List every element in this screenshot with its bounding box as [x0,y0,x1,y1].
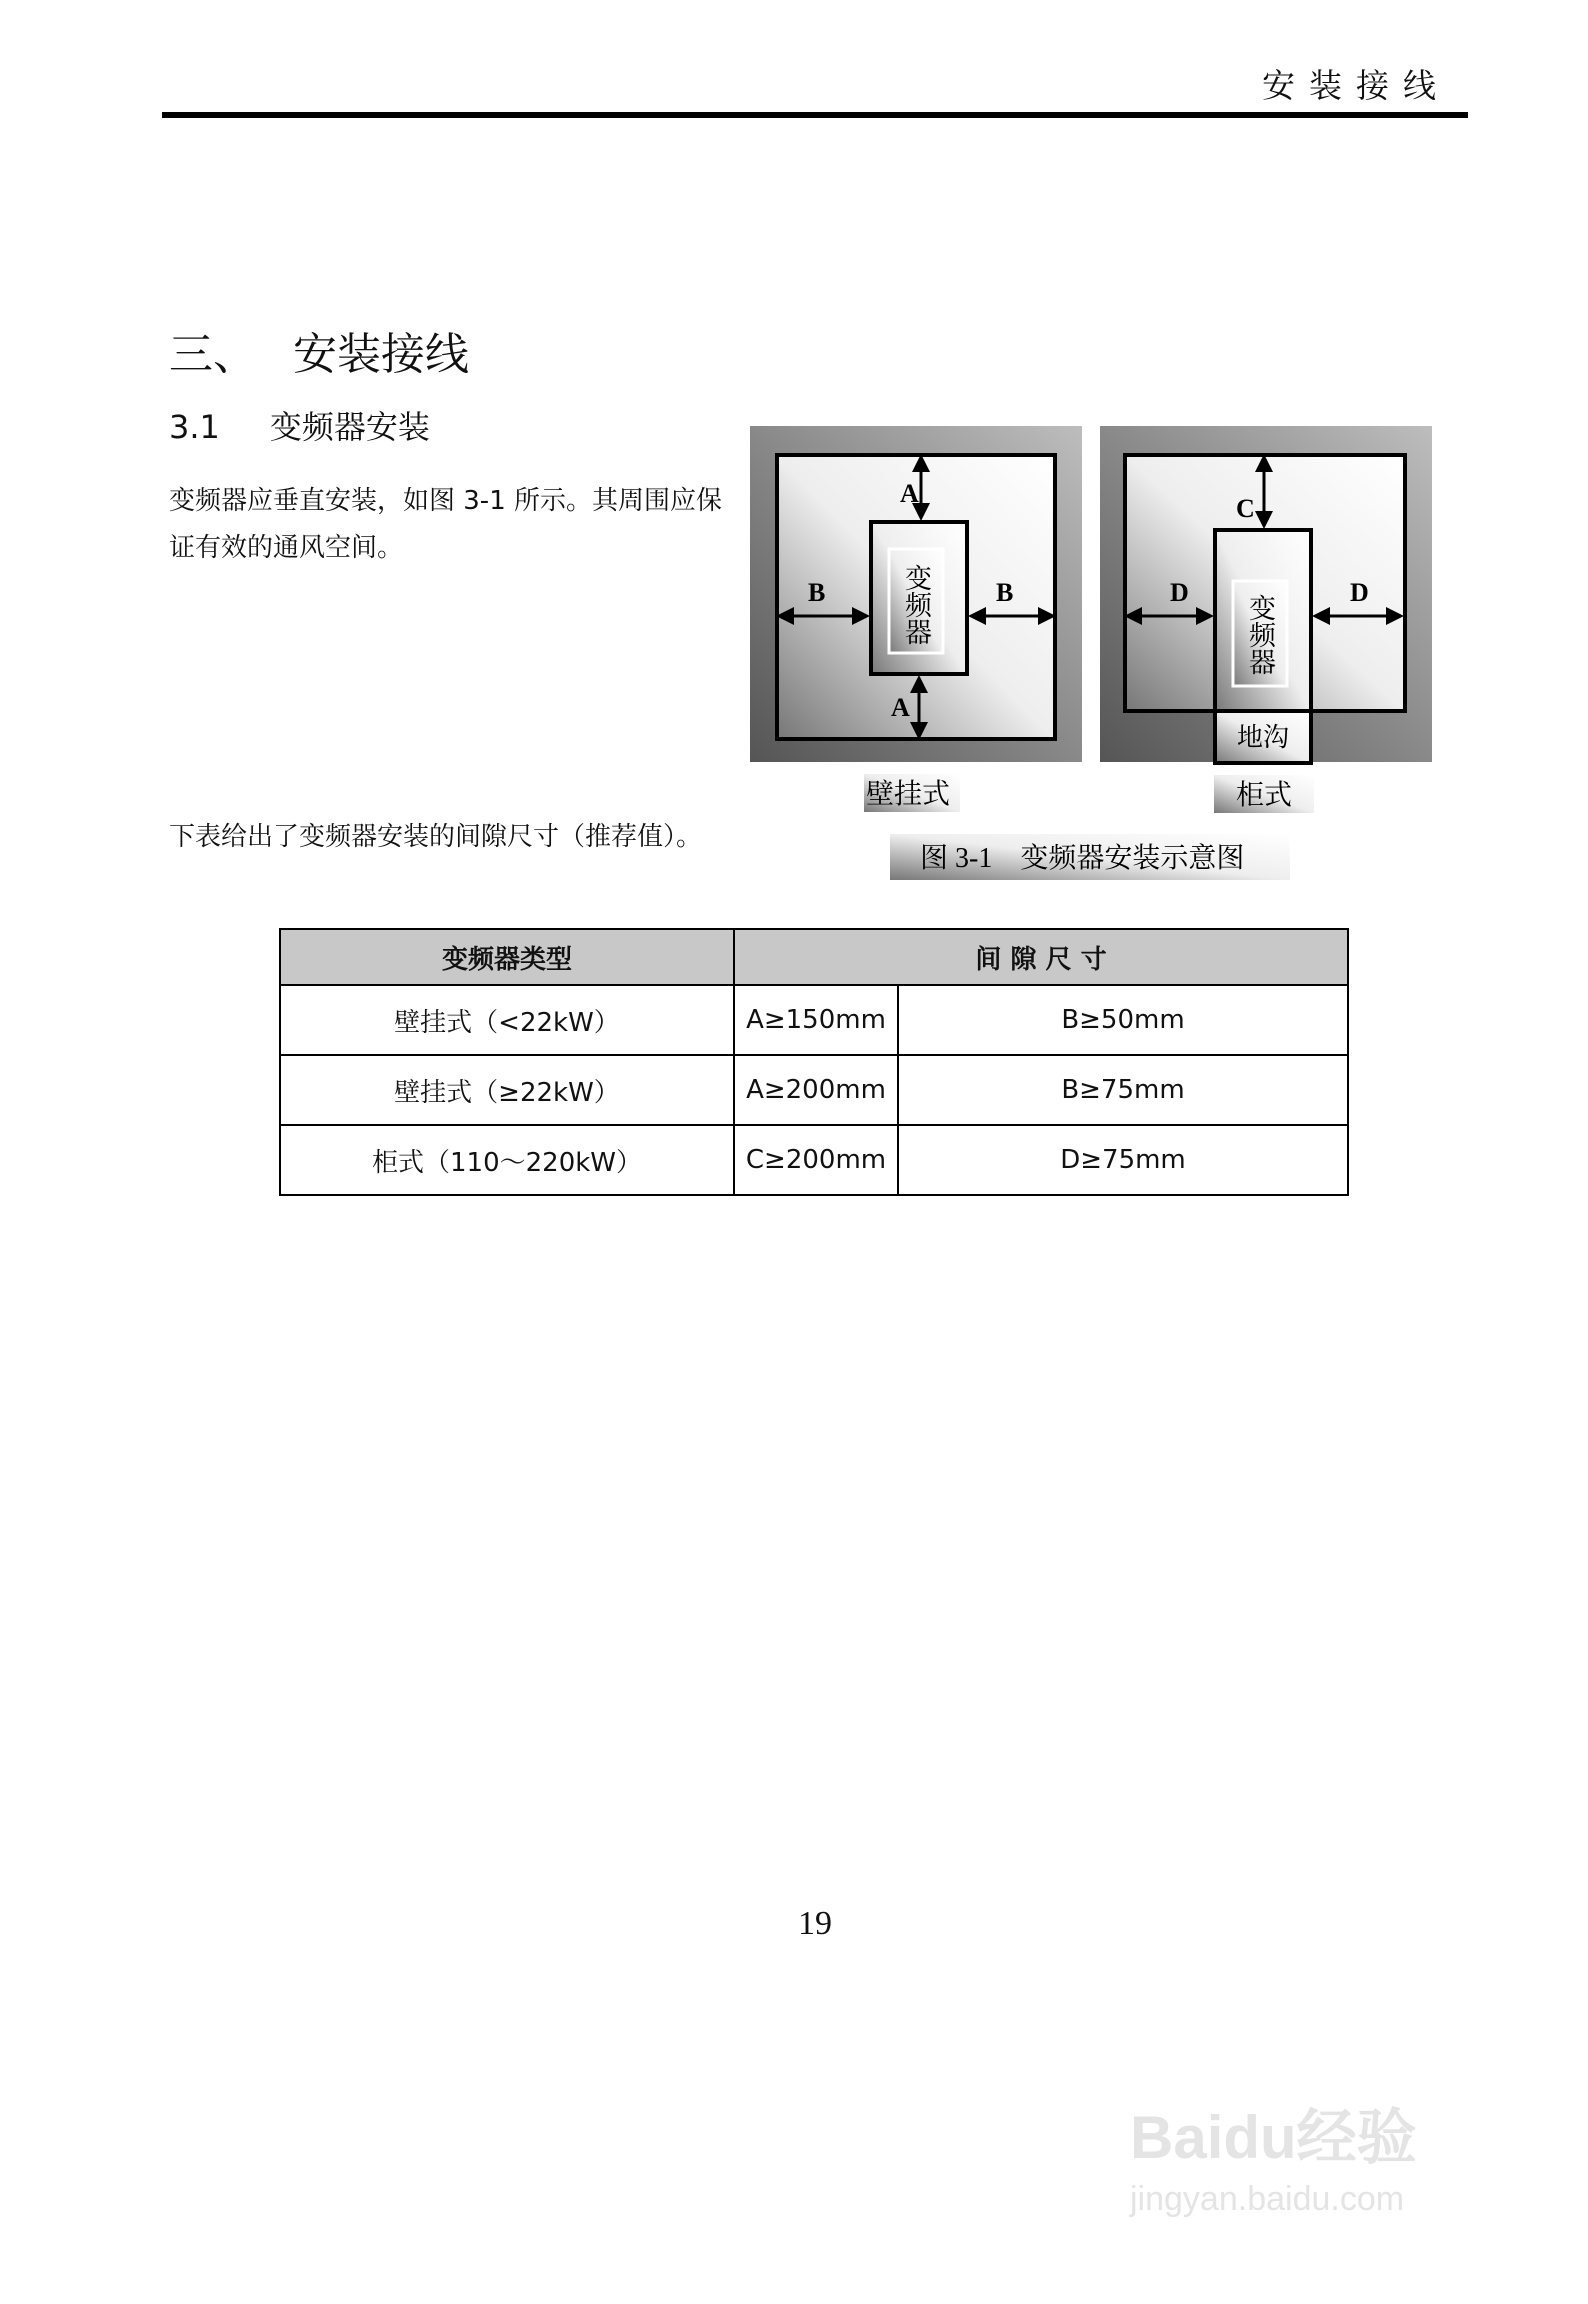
table-row [280,1055,1348,1125]
figure-caption: 图 3-1 变频器安装示意图 [920,843,1245,874]
cell: A≥200mm [734,1055,898,1125]
chapter-number: 三、 [169,329,257,380]
cell: 壁挂式（≥22kW） [280,1055,734,1125]
table-row [280,1125,1348,1195]
clearance-label-b-right: B [996,578,1014,607]
clearance-label-a-top: A [900,479,919,508]
header-rule [162,112,1468,118]
clearance-label-b-left: B [808,578,826,607]
wall-mount-diagram [750,426,1082,762]
inverter-label-wall: 变频器 [901,564,931,645]
header-type: 变频器类型 [280,929,734,985]
trench-label: 地沟 [1237,723,1290,752]
clearance-label-d-left: D [1170,578,1189,607]
inverter-label-cabinet: 变频器 [1245,594,1275,675]
section-title [169,402,480,448]
paragraph-intro: 变频器应垂直安装，如图 3-1 所示。其周围应保证有效的通风空间。 [169,486,722,563]
clearance-table [279,928,1349,1196]
wall-mount-label: 壁挂式 [866,779,951,810]
watermark-logo: Baidu经验 [1130,2104,1417,2171]
chapter-text: 安装接线 [293,329,469,380]
clearance-label-d-right: D [1350,578,1369,607]
cell: 柜式（110～220kW） [280,1125,734,1195]
cabinet-diagram [1100,426,1432,763]
cell: B≥50mm [898,985,1348,1055]
section-text: 变频器安装 [269,408,430,446]
chapter-title [169,318,505,382]
clearance-label-a-bottom: A [891,693,910,722]
paragraph-table-intro: 下表给出了变频器安装的间隙尺寸（推荐值）。 [169,822,703,852]
cell: A≥150mm [734,985,898,1055]
header-clearance: 间 隙 尺 寸 [734,929,1348,985]
table-row [280,985,1348,1055]
watermark-url: jingyan.baidu.com [1130,2180,1405,2218]
cell: 壁挂式（<22kW） [280,985,734,1055]
cell: D≥75mm [898,1125,1348,1195]
running-header: 安装接线 [1262,66,1450,105]
cabinet-label: 柜式 [1236,780,1293,811]
page-number: 19 [798,1905,832,1942]
installation-figure [748,424,1438,884]
clearance-label-c: C [1236,494,1255,523]
cell: C≥200mm [734,1125,898,1195]
table-header-row [280,929,1348,985]
section-number: 3.1 [169,408,220,446]
cell: B≥75mm [898,1055,1348,1125]
